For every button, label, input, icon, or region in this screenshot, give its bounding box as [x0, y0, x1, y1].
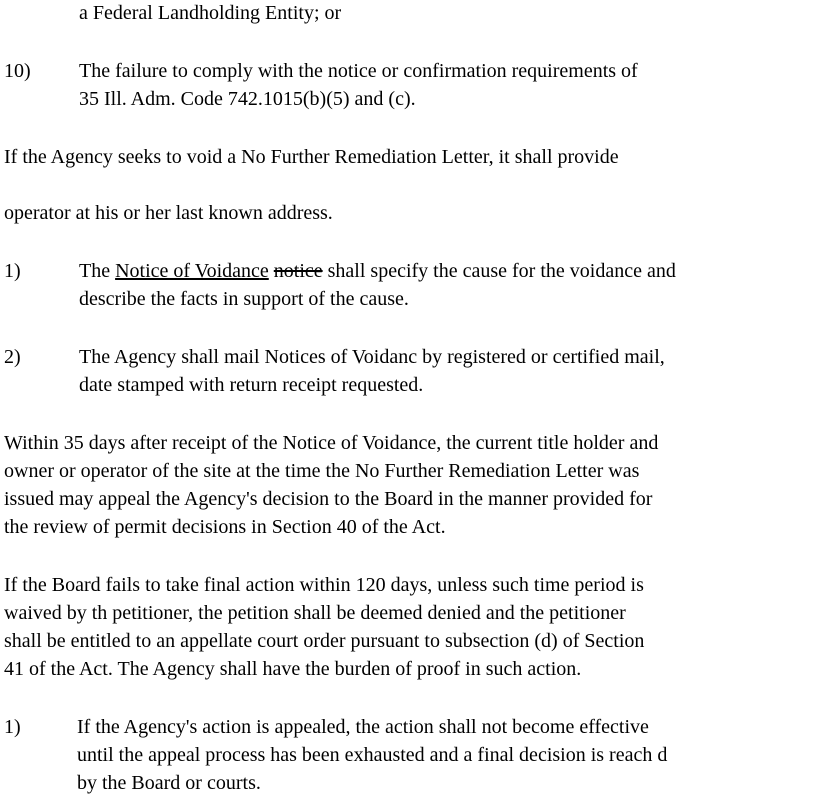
text-line: until the appeal process has been exhausted and a final decision is reach d [77, 744, 668, 766]
text-line: shall be entitled to an appellate court order pursuant to subsection (d) of Section [4, 630, 645, 652]
text-line: 41 of the Act. The Agency shall have the burden of proof in such action. [4, 658, 582, 680]
text-line: If the Board fails to take final action within 120 days, unless such time period is [4, 574, 644, 596]
inserted-text: Notice of Voidance [115, 260, 269, 282]
text-line: describe the facts in support of the cause. [79, 288, 409, 310]
text-line: The failure to comply with the notice or confirmation requirements of [79, 60, 638, 82]
list-number: 1) [4, 260, 21, 282]
text-line: date stamped with return receipt requested. [79, 374, 424, 396]
list-number: 1) [4, 716, 21, 738]
text-line: the review of permit decisions in Section 40 of the Act. [4, 516, 446, 538]
text-line: The Agency shall mail Notices of Voidanc by registered or certified mail, [79, 346, 665, 368]
list-number: 10) [4, 60, 31, 82]
text-line: by the Board or courts. [77, 772, 261, 794]
text-line: 35 Ill. Adm. Code 742.1015(b)(5) and (c). [79, 88, 416, 110]
text-line: owner or operator of the site at the time the No Further Remediation Letter was [4, 460, 640, 482]
text-line: waived by th petitioner, the petition shall be deemed denied and the petitioner [4, 602, 626, 624]
text-line: a Federal Landholding Entity; or [79, 2, 342, 24]
text-line: issued may appeal the Agency's decision to the Board in the manner provided for [4, 488, 653, 510]
text-line [79, 261, 676, 281]
text-line: operator at his or her last known address. [4, 202, 333, 224]
text-fragment: The [79, 260, 116, 282]
text-line: Within 35 days after receipt of the Notice of Voidance, the current title holder and [4, 432, 659, 454]
list-number: 2) [4, 346, 21, 368]
text-line: If the Agency's action is appealed, the action shall not become effective [77, 716, 649, 738]
deleted-text: notice [273, 260, 323, 282]
text-line: If the Agency seeks to void a No Further Remediation Letter, it shall provide [4, 146, 619, 168]
text-fragment: shall specify the cause for the voidance and [322, 260, 676, 282]
